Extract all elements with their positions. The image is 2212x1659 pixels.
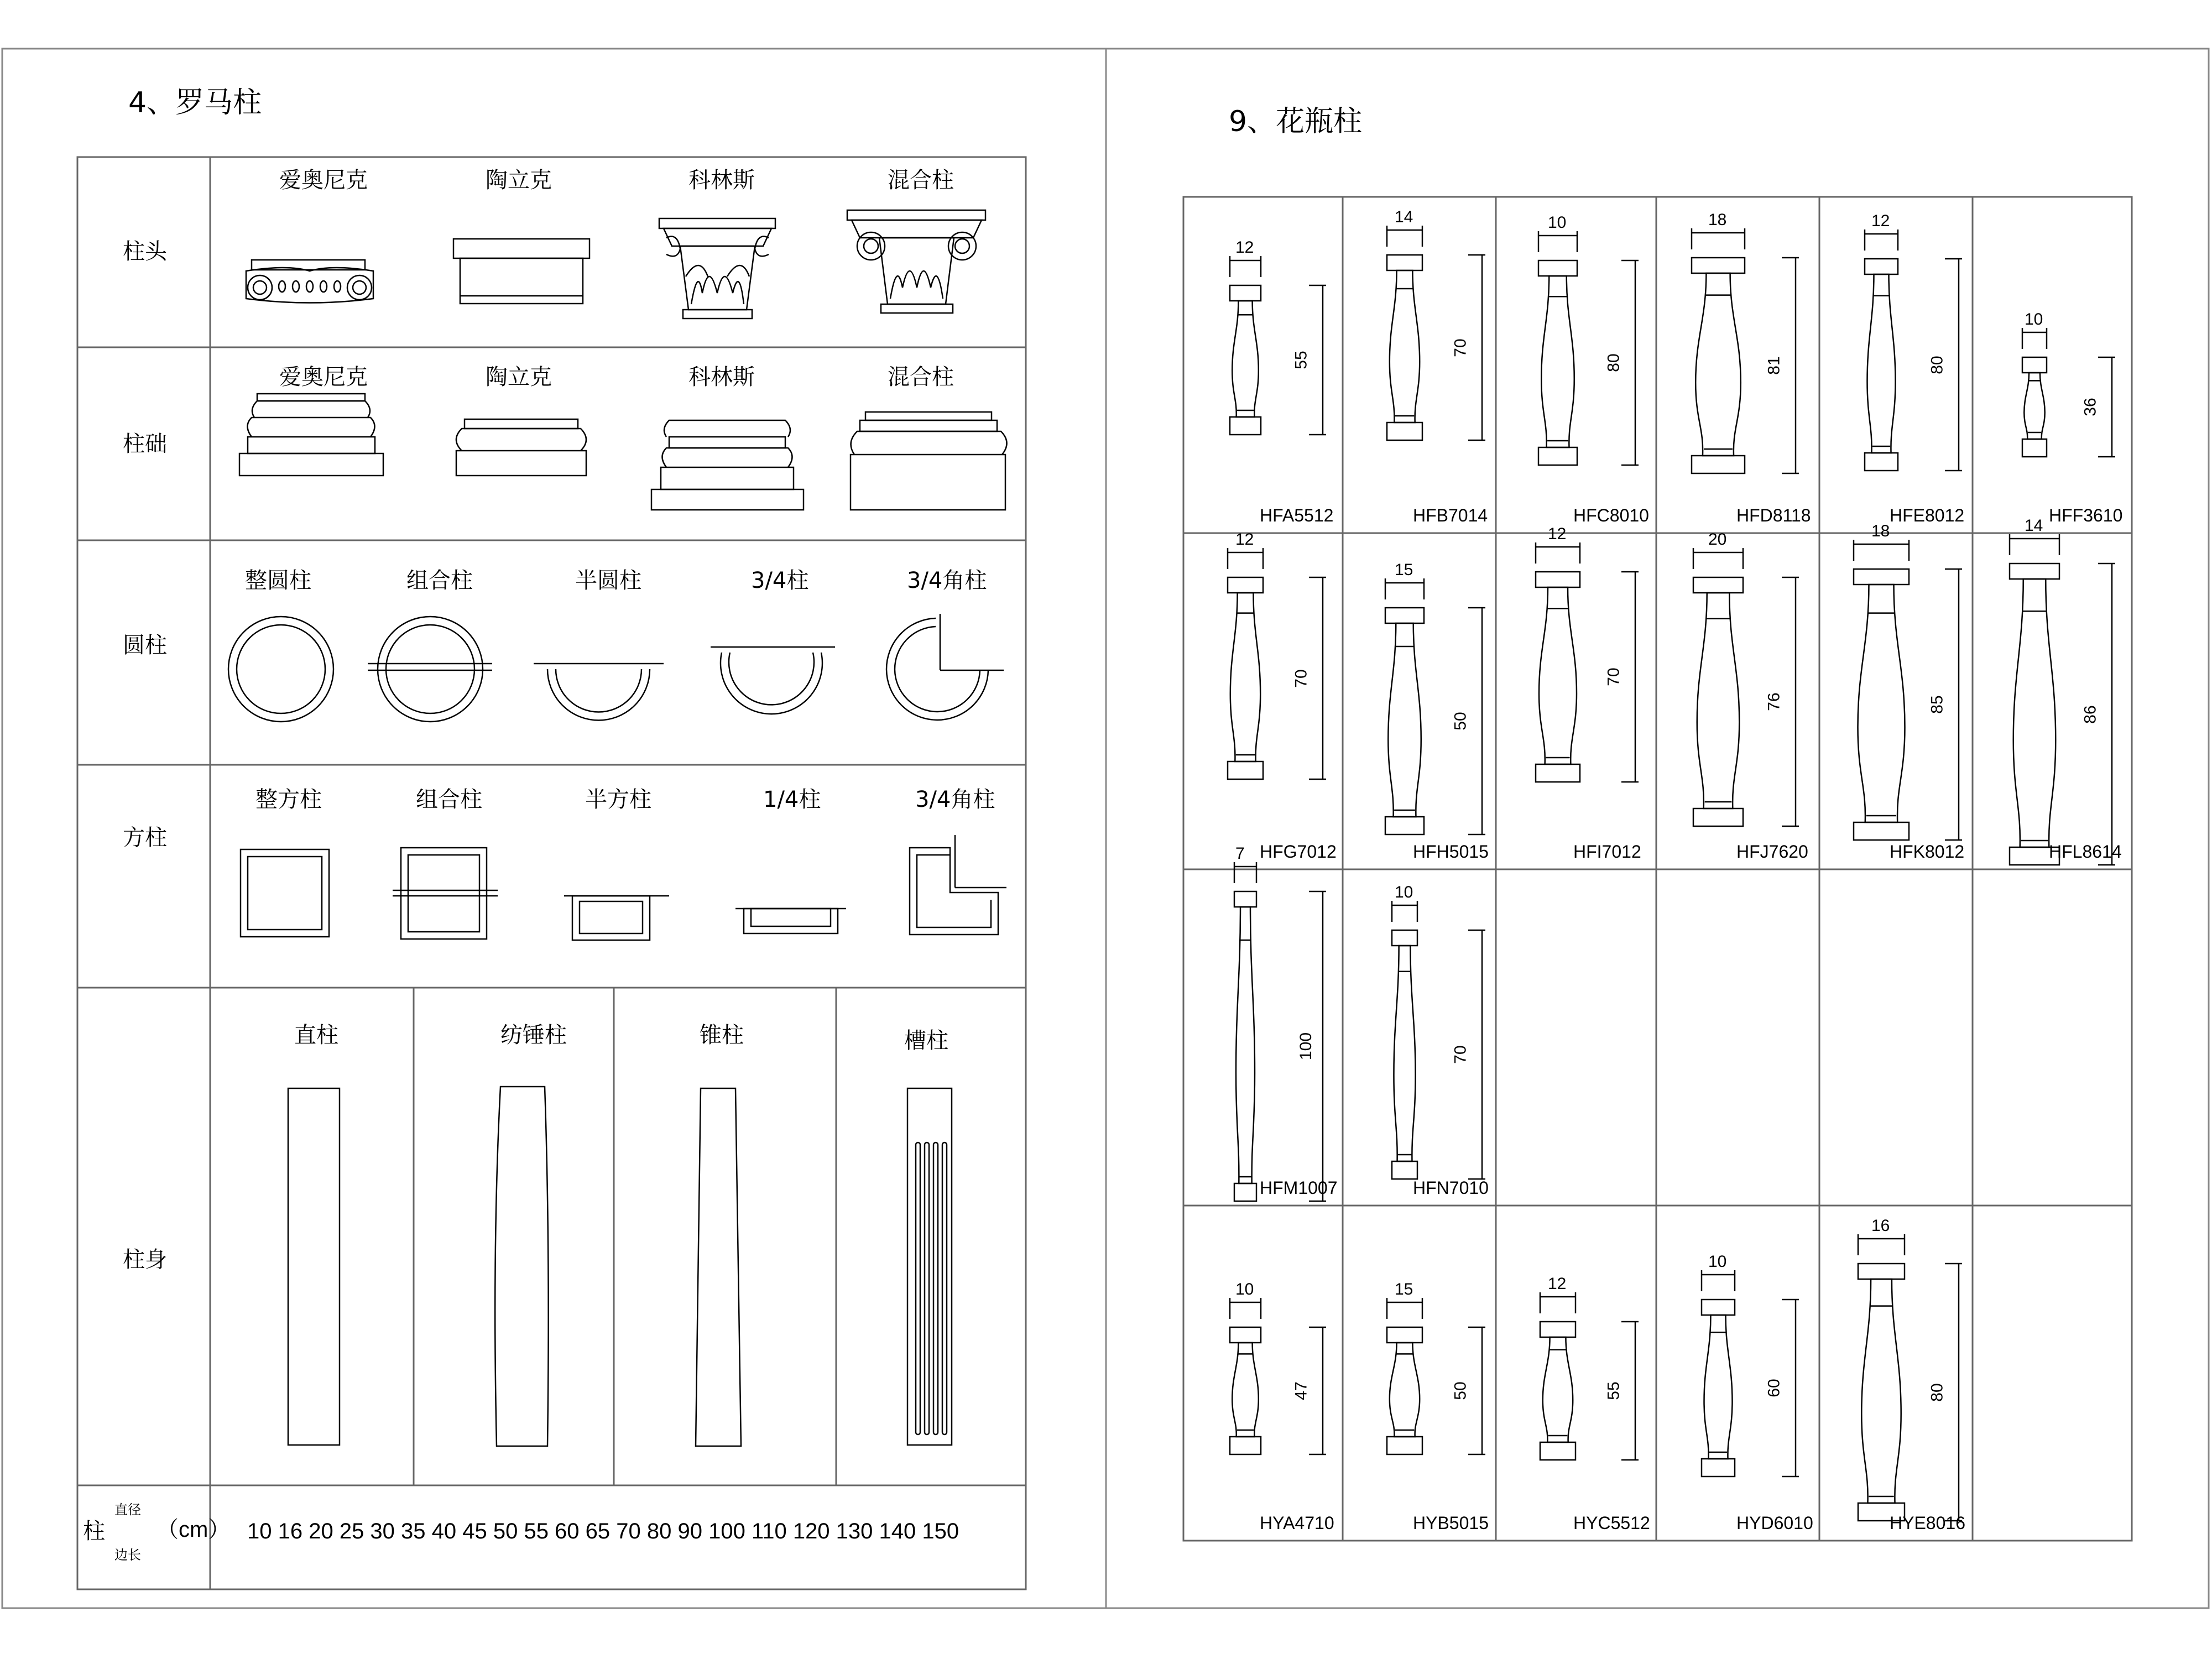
shaft-tapered-label: 锥柱 [700,1022,744,1048]
vase-code-label: HFB7014 [1413,505,1488,525]
baluster-hfj7620 [1693,548,1799,826]
base-composite-label: 混合柱 [888,364,954,390]
corinthian-capital-drawing [659,218,775,319]
vase-code-label: HFH5015 [1413,842,1489,862]
capital-corinthian-label: 科林斯 [688,168,755,193]
row-label-round: 圆柱 [123,633,167,658]
capital-doric-label: 陶立克 [486,168,552,193]
vase-width-label: 20 [1708,530,1727,549]
vase-width-label: 15 [1395,1280,1413,1298]
three-quarter-corner-round-column-drawing [886,614,1004,720]
baluster-hfa5512 [1230,256,1326,435]
row-label-shaft: 柱身 [123,1247,167,1272]
shaft-fluted-label: 槽柱 [904,1028,948,1053]
square-half-label: 半方柱 [585,787,651,812]
vase-width-label: 10 [1708,1253,1727,1271]
vase-code-label: HFJ7620 [1736,842,1808,862]
combined-square-column-drawing [393,848,498,939]
vase-width-label: 10 [2025,310,2043,328]
vase-width-label: 7 [1235,844,1245,863]
vase-width-label: 16 [1871,1217,1890,1235]
vase-width-label: 10 [1548,213,1567,232]
vase-code-label: HFG7012 [1260,842,1337,862]
vase-column-title: 9、花瓶柱 [1229,105,1363,138]
baluster-hye8016 [1858,1234,1962,1521]
vase-code-label: HFK8012 [1890,842,1965,862]
baluster-hfe8012 [1865,229,1962,471]
roman-column-title: 4、罗马柱 [128,86,262,119]
vase-height-label: 80 [1928,355,1947,374]
vase-height-label: 70 [1604,667,1623,686]
ionic-capital-drawing [246,260,373,303]
vase-width-label: 12 [1235,238,1254,257]
square-quarter-label: 1/4柱 [763,787,821,812]
fluted-shaft-drawing [907,1088,952,1445]
round-three-quarter-label: 3/4柱 [751,568,809,593]
doric-base-drawing [456,419,586,476]
baluster-hfn7010 [1392,901,1485,1179]
vase-width-label: 15 [1395,561,1413,579]
vase-height-label: 55 [1604,1381,1623,1400]
vase-width-label: 12 [1235,530,1254,549]
vase-height-label: 100 [1297,1032,1316,1061]
vase-column-table-grid [1183,197,2132,1541]
baluster-hfk8012 [1854,540,1962,840]
vase-height-label: 50 [1451,1381,1470,1400]
row-label-capital: 柱头 [123,239,167,264]
vase-code-label: HFF3610 [2049,505,2123,525]
vase-height-label: 50 [1451,712,1470,731]
vase-height-label: 80 [1928,1383,1947,1402]
corinthian-base-drawing [651,420,804,510]
vase-height-label: 47 [1292,1381,1311,1400]
vase-code-label: HFL8614 [2049,842,2122,862]
shaft-spindle-label: 纺锤柱 [500,1022,567,1048]
baluster-hfg7012 [1228,548,1326,779]
ionic-base-drawing [239,394,383,476]
baluster-hfi7012 [1536,542,1639,782]
vase-height-label: 36 [2081,398,2100,416]
size-row-label: 柱 [83,1519,105,1544]
capital-composite-label: 混合柱 [888,168,954,193]
round-full-label: 整圆柱 [245,568,311,593]
quarter-square-column-drawing [735,909,846,933]
round-combined-label: 组合柱 [406,568,473,593]
vase-width-label: 12 [1871,212,1890,230]
shaft-straight-label: 直柱 [294,1022,338,1048]
vase-height-label: 85 [1928,695,1947,714]
straight-shaft-drawing [288,1088,340,1445]
vase-code-label: HYB5015 [1413,1513,1489,1533]
vase-code-label: HYE8016 [1890,1513,1965,1533]
square-full-label: 整方柱 [255,787,322,812]
tapered-shaft-drawing [696,1088,741,1446]
vase-width-label: 14 [2025,517,2043,535]
baluster-hya4710 [1230,1298,1326,1454]
baluster-hyd6010 [1702,1270,1799,1477]
row-label-base: 柱础 [123,431,167,457]
vase-width-label: 10 [1395,883,1413,901]
vase-height-label: 70 [1451,338,1470,357]
round-half-label: 半圆柱 [575,568,641,593]
composite-base-drawing [851,412,1007,510]
vase-width-label: 12 [1548,525,1567,543]
vase-width-label: 10 [1235,1280,1254,1298]
base-ionic-label: 爱奥尼克 [279,364,368,390]
vase-height-label: 70 [1292,669,1311,688]
composite-capital-drawing [847,210,985,313]
square-three-quarter-corner-label: 3/4角柱 [915,787,995,812]
baluster-hff3610 [2022,328,2115,457]
vase-code-label: HFD8118 [1736,505,1811,525]
baluster-hfc8010 [1538,231,1639,465]
spindle-shaft-drawing [495,1087,548,1446]
size-list: 10 16 20 25 30 35 40 45 50 55 60 65 70 80 90 100 110 120 130 140 150 [247,1519,959,1543]
baluster-hyc5512 [1540,1292,1639,1460]
vase-code-label: HFM1007 [1260,1178,1338,1198]
doric-capital-drawing [453,239,589,304]
vase-width-label: 18 [1871,522,1890,540]
vase-height-label: 81 [1765,356,1783,375]
full-round-column-drawing [228,617,333,722]
vase-code-label: HFE8012 [1890,505,1965,525]
row-label-square: 方柱 [123,825,167,851]
vase-code-label: HFI7012 [1573,842,1641,862]
three-quarter-corner-square-column-drawing [910,835,1006,935]
baluster-hfb7014 [1387,226,1485,440]
square-combined-label: 组合柱 [416,787,482,812]
size-row-side-length: 边长 [114,1547,141,1563]
vase-height-label: 55 [1292,351,1311,369]
vase-width-label: 14 [1395,208,1413,226]
vase-code-label: HYD6010 [1736,1513,1813,1533]
baluster-hyb5015 [1387,1298,1485,1454]
vase-height-label: 80 [1604,353,1623,372]
vase-width-label: 18 [1708,211,1727,229]
base-corinthian-label: 科林斯 [688,364,755,390]
vase-code-label: HYA4710 [1260,1513,1334,1533]
vase-height-label: 60 [1765,1379,1783,1397]
vase-code-label: HFA5512 [1260,505,1334,525]
base-doric-label: 陶立克 [486,364,552,390]
half-round-column-drawing [534,664,664,721]
vase-width-label: 12 [1548,1275,1567,1293]
size-row-unit: （cm） [156,1517,231,1542]
combined-round-column-drawing [368,617,492,722]
baluster-hfl8614 [2010,534,2115,865]
half-square-column-drawing [564,896,669,940]
three-quarter-round-column-drawing [711,647,835,714]
baluster-hfm1007 [1234,862,1326,1201]
full-square-column-drawing [241,849,329,937]
vase-code-label: HFN7010 [1413,1178,1489,1198]
baluster-hfd8118 [1692,228,1799,473]
vase-code-label: HYC5512 [1573,1513,1650,1533]
capital-ionic-label: 爱奥尼克 [279,168,368,193]
vase-baluster-drawings [1228,226,2115,1521]
size-row-diameter: 直径 [114,1502,141,1517]
vase-height-label: 76 [1765,692,1783,711]
vase-code-label: HFC8010 [1573,505,1649,525]
baluster-hfh5015 [1385,578,1485,834]
round-three-quarter-corner-label: 3/4角柱 [907,568,987,593]
vase-height-label: 86 [2081,705,2100,724]
vase-height-label: 70 [1451,1045,1470,1064]
